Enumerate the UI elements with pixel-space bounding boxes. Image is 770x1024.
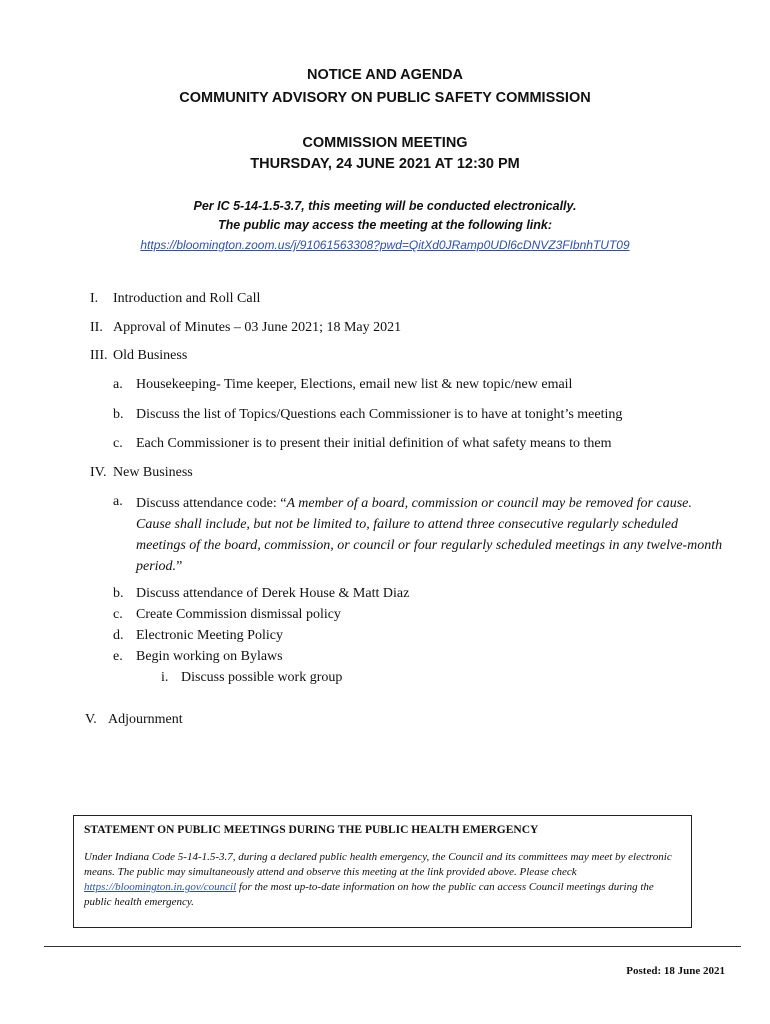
- item-letter: c.: [113, 436, 123, 451]
- statement-body: [84, 850, 681, 910]
- zoom-meeting-link[interactable]: https://bloomington.zoom.us/j/91061563308?pwd=QitXd0JRamp0UDl6cDNVZ3FIbnhTUT09: [140, 238, 630, 252]
- item-number: I.: [90, 291, 99, 306]
- item-number: II.: [90, 320, 103, 335]
- item-number: V.: [85, 712, 97, 727]
- title-commission-name: COMMUNITY ADVISORY ON PUBLIC SAFETY COMMISSION: [179, 90, 591, 106]
- attendance-code-lead: Discuss attendance code: “: [136, 496, 287, 511]
- footer-divider: [44, 946, 741, 947]
- item-text: Adjournment: [108, 712, 183, 727]
- agenda-item-iv-a-text: [136, 493, 726, 577]
- statement-text-post: for the most up-to-date information on how the public can access Council meetings during the public health emergency.: [84, 881, 654, 908]
- zoom-link-line: [0, 236, 770, 254]
- item-text: Electronic Meeting Policy: [136, 628, 283, 643]
- statement-text-pre: Under Indiana Code 5-14-1.5-3.7, during a declared public health emergency, the Council and its committees may meet by electronic means. The public may simultaneously attend and observe this meeting at the link provided above. Please check: [84, 851, 672, 878]
- item-text: Each Commissioner is to present their initial definition of what safety means to them: [136, 436, 612, 451]
- title-date-time: THURSDAY, 24 JUNE 2021 AT 12:30 PM: [250, 156, 520, 172]
- item-roman: i.: [161, 670, 169, 685]
- item-letter: c.: [113, 607, 123, 622]
- item-text: New Business: [113, 465, 193, 480]
- item-text: Approval of Minutes – 03 June 2021; 18 May 2021: [113, 320, 402, 335]
- posted-date: Posted: 18 June 2021: [626, 965, 725, 977]
- item-text: Introduction and Roll Call: [113, 291, 261, 306]
- item-letter: d.: [113, 628, 124, 643]
- title-meeting: COMMISSION MEETING: [302, 135, 468, 151]
- attendance-code-quote: A member of a board, commission or council may be removed for cause. Cause shall include, but not be limited to, failure to attend three consecutive regularly scheduled meetings of the board, commission, or council or four regularly scheduled meetings in any twelve-month period.: [136, 496, 723, 574]
- item-letter: a.: [113, 494, 123, 509]
- statement-title: STATEMENT ON PUBLIC MEETINGS DURING THE PUBLIC HEALTH EMERGENCY: [84, 824, 539, 836]
- notice-access: The public may access the meeting at the following link:: [217, 218, 553, 232]
- item-letter: b.: [113, 586, 124, 601]
- item-number: IV.: [90, 465, 107, 480]
- title-notice-agenda: NOTICE AND AGENDA: [306, 67, 463, 83]
- item-text: Discuss attendance of Derek House & Matt Diaz: [136, 586, 410, 601]
- item-letter: b.: [113, 407, 124, 422]
- notice-electronic: Per IC 5-14-1.5-3.7, this meeting will be conducted electronically.: [193, 199, 577, 213]
- council-link[interactable]: https://bloomington.in.gov/council: [84, 881, 237, 893]
- item-letter: e.: [113, 649, 123, 664]
- item-number: III.: [90, 348, 108, 363]
- item-letter: a.: [113, 377, 123, 392]
- statement-box: [73, 815, 692, 928]
- item-text: Discuss the list of Topics/Questions each Commissioner is to have at tonight’s meeting: [136, 407, 623, 422]
- item-text: Housekeeping- Time keeper, Elections, email new list & new topic/new email: [136, 377, 573, 392]
- item-text: Begin working on Bylaws: [136, 649, 283, 664]
- item-text: Discuss possible work group: [181, 670, 343, 685]
- attendance-code-close-quote: ”: [176, 559, 183, 574]
- item-text: Create Commission dismissal policy: [136, 607, 341, 622]
- item-text: Old Business: [113, 348, 188, 363]
